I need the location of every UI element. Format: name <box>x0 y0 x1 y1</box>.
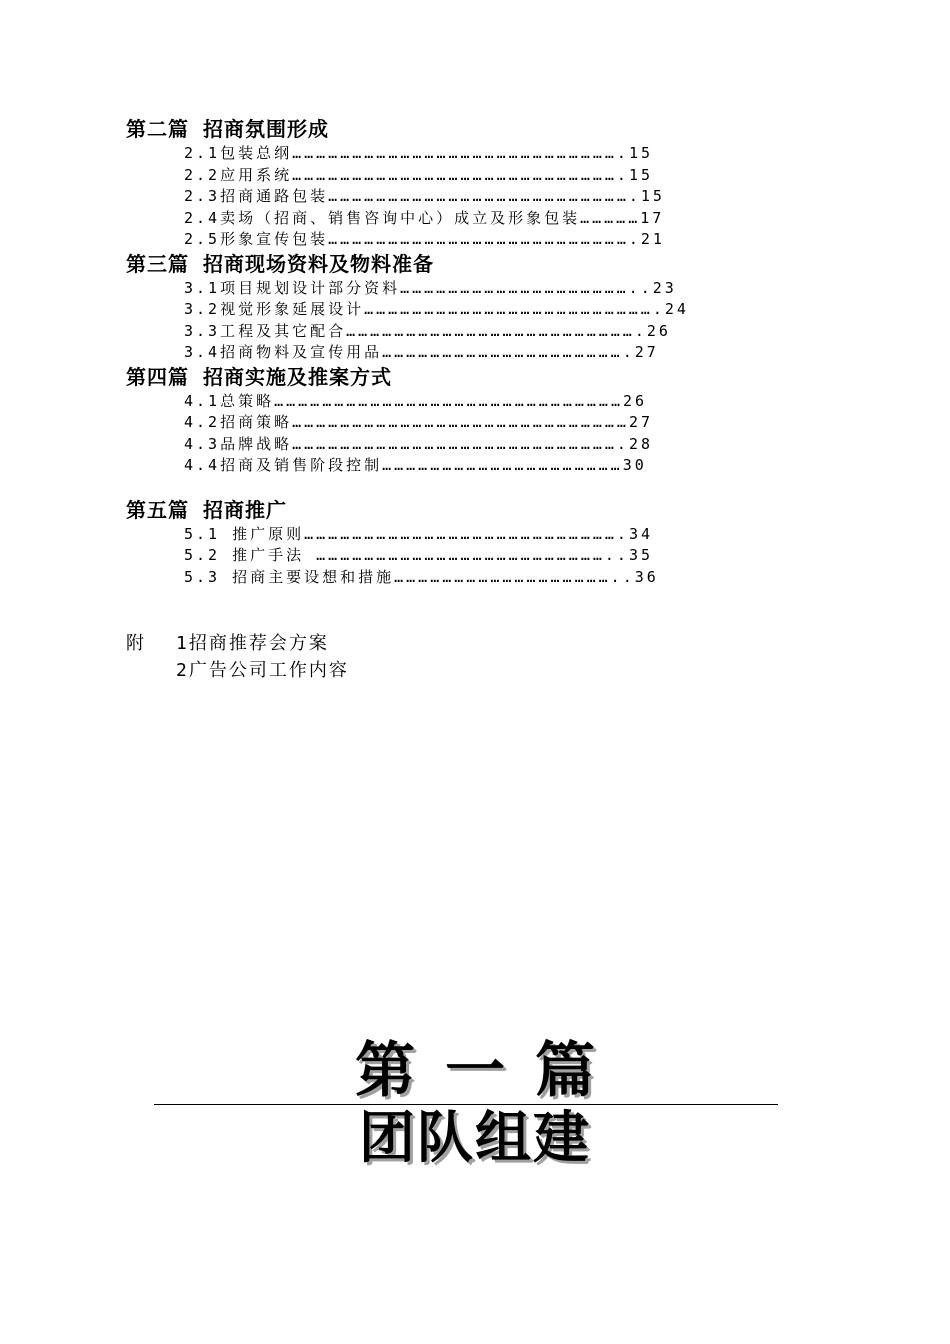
appendix-label: 附 <box>126 633 146 654</box>
part-heading <box>126 497 826 524</box>
toc-entry: 2.4卖场（招商、销售咨询中心）成立及形象包装……………17 <box>184 208 665 227</box>
toc-entry: 5.3 招商主要设想和措施………………………………………………..36 <box>184 567 659 586</box>
toc-entry: 4.1总策略……………………………………………………………………………26 <box>184 391 648 410</box>
appendix-item <box>126 630 826 657</box>
appendix-item-text: 2广告公司工作内容 <box>176 660 349 681</box>
appendix-item <box>126 657 826 684</box>
toc-entry: 2.2应用系统……………………………………………………………………….15 <box>184 165 654 184</box>
part-number: 第二篇 <box>126 117 189 141</box>
part-heading <box>126 251 826 278</box>
toc-entry: 4.2招商策略…………………………………………………………………………27 <box>184 413 654 431</box>
toc-entry: 3.4招商物料及宣传用品…………………………………………………….27 <box>184 343 659 361</box>
part-title: 招商实施及推案方式 <box>203 364 392 389</box>
chapter-subtitle: 团队组建 <box>359 1106 591 1171</box>
spacer <box>126 477 826 497</box>
toc-entry: 2.5形象宣传包装………………………………………………………………….21 <box>184 230 665 248</box>
part-title: 招商现场资料及物料准备 <box>203 251 434 276</box>
part-number: 第三篇 <box>126 251 189 276</box>
chapter-title: 第一篇 <box>355 1036 625 1106</box>
toc-entry: 3.3工程及其它配合……………………………………………………………….26 <box>184 321 671 340</box>
part-number: 第五篇 <box>126 497 189 522</box>
part-title: 招商推广 <box>203 497 287 522</box>
toc-entry: 5.2 推广手法 ………………………………………………………………..35 <box>184 546 654 564</box>
toc-entry: 3.2视觉形象延展设计……………………………………………………………….24 <box>184 300 689 318</box>
appendix-item-text: 1招商推荐会方案 <box>176 633 329 654</box>
toc-entry: 3.1项目规划设计部分资料…………………………………………………..23 <box>184 278 677 297</box>
part-heading <box>126 364 826 391</box>
table-of-contents <box>126 116 826 684</box>
toc-entry: 4.4招商及销售阶段控制……………………………………………………30 <box>184 456 647 474</box>
toc-entry: 2.1包装总纲……………………………………………………………………….15 <box>184 144 654 162</box>
part-heading <box>126 116 826 143</box>
toc-entry: 2.3招商通路包装………………………………………………………………….15 <box>184 187 665 205</box>
spacer <box>126 588 826 630</box>
part-number: 第四篇 <box>126 364 189 389</box>
toc-entry: 5.1 推广原则…………………………………………………………………….34 <box>184 524 654 543</box>
toc-entry: 4.3品牌战略……………………………………………………………………….28 <box>184 434 654 453</box>
part-title: 招商氛围形成 <box>203 117 329 141</box>
